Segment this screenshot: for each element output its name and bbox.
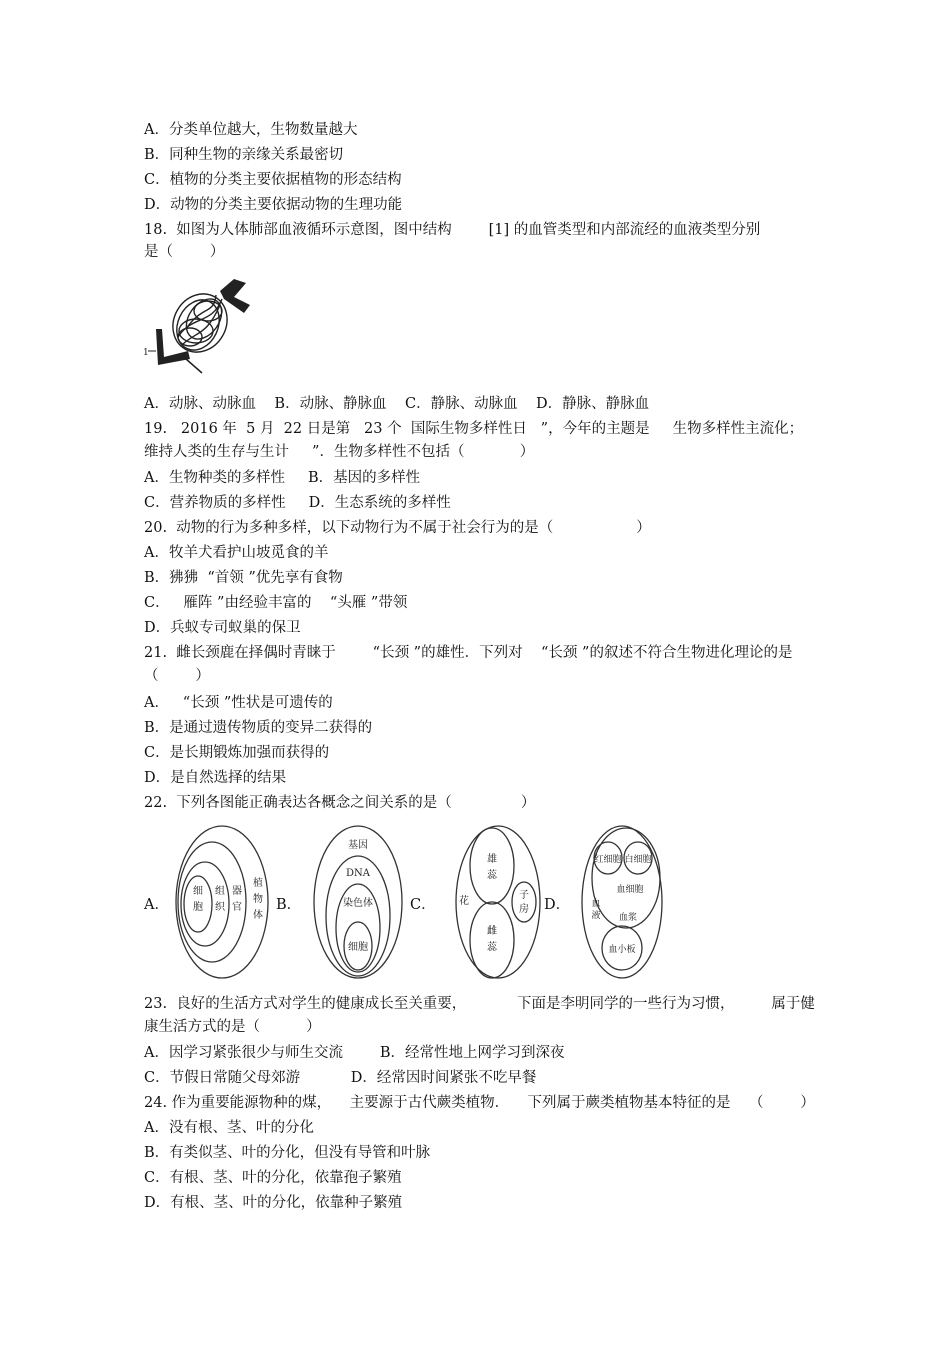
fig-b-dna: DNA	[346, 868, 370, 879]
q22-figure-c	[452, 822, 544, 982]
q21-option-c: C．是长期锻炼加强而获得的	[144, 745, 330, 761]
q19-stem-line1: 19. 2016 年 5 月 22 日是第 23 个 国际生物多样性日 ”，今年的主题是 生物多样性主流化；	[144, 421, 804, 437]
svg-text:织: 织	[215, 902, 225, 913]
q22-label-b: B．	[276, 897, 302, 913]
fig-c-ovary: 子	[519, 890, 529, 901]
fig-d-platelet: 血小板	[608, 945, 636, 955]
q17-option-a: A．分类单位越大，生物数量越大	[144, 122, 358, 138]
q17-option-c: C．植物的分类主要依据植物的形态结构	[144, 172, 402, 188]
q17-option-b: B．同种生物的亲缘关系最密切	[144, 147, 344, 163]
q23-stem-line1: 23. 良好的生活方式对学生的健康成长至关重要， 下面是李明同学的一些行为习惯， 属于健	[144, 996, 815, 1012]
q22-figure-a	[172, 822, 272, 982]
q21-stem-line2: （ ）	[144, 668, 210, 684]
q24-option-a: A．没有根、茎、叶的分化	[144, 1120, 314, 1136]
lung-circulation-figure	[142, 275, 254, 380]
fig-a-tissue: 组	[215, 886, 225, 897]
fig-c-stamen: 雄	[487, 854, 497, 865]
q20-option-b: B．狒狒 “首领 ”优先享有食物	[144, 570, 343, 586]
q24-option-d: D．有根、茎、叶的分化，依靠种子繁殖	[144, 1195, 403, 1211]
fig-c-pistil: 雌	[487, 926, 497, 937]
q24-stem: 24. 作为重要能源物种的煤， 主要源于古代蕨类植物． 下列属于蕨类植物基本特征的是 （ ）	[144, 1095, 815, 1111]
q21-stem-line1: 21. 雌长颈鹿在择偶时青睐于 “长颈 ”的雄性．下列对 “长颈 ”的叙述不符合生物进化理论的是	[144, 645, 793, 661]
q22-figure-b	[310, 822, 406, 982]
fig-d-plasma: 血浆	[618, 913, 638, 923]
q18-options: A．动脉、动脉血 B．动脉、静脉血 C．静脉、动脉血 D．静脉、静脉血	[144, 396, 650, 412]
q24-option-c: C．有根、茎、叶的分化，依靠孢子繁殖	[144, 1170, 402, 1186]
svg-text:官: 官	[232, 902, 242, 913]
fig-a-cell: 细	[193, 886, 203, 897]
fig-b-gene: 基因	[348, 840, 368, 851]
q22-label-d: D．	[544, 897, 571, 913]
fig-c-flower: 花	[459, 896, 469, 907]
fig-d-rbc: 红细胞	[594, 855, 622, 865]
svg-text:体: 体	[253, 910, 263, 921]
fig-d-blood: 血	[591, 899, 601, 909]
q20-stem: 20. 动物的行为多种多样，以下动物行为不属于社会行为的是（ ）	[144, 520, 651, 536]
q22-stem: 22. 下列各图能正确表达各概念之间关系的是（ ）	[144, 795, 536, 811]
q21-option-b: B．是通过遗传物质的变异二获得的	[144, 720, 373, 736]
svg-text:物: 物	[253, 894, 263, 905]
fig-d-blood-cells: 血细胞	[616, 885, 644, 895]
q20-option-d: D．兵蚁专司蚁巢的保卫	[144, 620, 301, 636]
q24-option-b: B．有类似茎、叶的分化，但没有导管和叶脉	[144, 1145, 431, 1161]
fig-a-plant: 植	[253, 878, 263, 889]
q19-options-row1: A．生物种类的多样性 B．基因的多样性	[144, 470, 421, 486]
svg-text:房: 房	[519, 904, 529, 915]
q23-stem-line2: 康生活方式的是（ ）	[144, 1019, 321, 1035]
q22-figure-d	[578, 822, 668, 982]
svg-text:胞: 胞	[193, 902, 203, 913]
fig-b-chromosome: 染色体	[343, 898, 373, 909]
vessel-1-label: 1	[143, 348, 149, 358]
q19-options-row2: C．营养物质的多样性 D．生态系统的多样性	[144, 495, 451, 511]
q17-option-d: D．动物的分类主要依据动物的生理功能	[144, 197, 403, 213]
q19-stem-line2: 维持人类的生存与生计 ”．生物多样性不包括（ ）	[144, 444, 535, 460]
fig-a-organ: 器	[232, 886, 242, 897]
q18-stem-line1: 18. 如图为人体肺部血液循环示意图，图中结构 [1] 的血管类型和内部流经的血液类型分别	[144, 222, 761, 238]
svg-text:蕊: 蕊	[487, 942, 497, 953]
fig-d-wbc: 白细胞	[624, 855, 652, 865]
q22-label-c: C．	[410, 897, 436, 913]
q23-options-row1: A．因学习紧张很少与师生交流 B．经常性地上网学习到深夜	[144, 1045, 565, 1061]
q23-options-row2: C．节假日常随父母郊游 D．经常因时间紧张不吃早餐	[144, 1070, 537, 1086]
q20-option-a: A．牧羊犬看护山坡觅食的羊	[144, 545, 329, 561]
svg-text:液: 液	[591, 911, 601, 921]
fig-b-cell: 细胞	[348, 942, 368, 953]
svg-text:蕊: 蕊	[487, 870, 497, 881]
q21-option-a: A． “长颈 ”性状是可遗传的	[144, 695, 333, 711]
q22-label-a: A．	[144, 897, 169, 913]
q20-option-c: C． 雁阵 ”由经验丰富的 “头雁 ”带领	[144, 595, 408, 611]
q18-stem-line2: 是（ ）	[144, 244, 225, 260]
q21-option-d: D．是自然选择的结果	[144, 770, 287, 786]
